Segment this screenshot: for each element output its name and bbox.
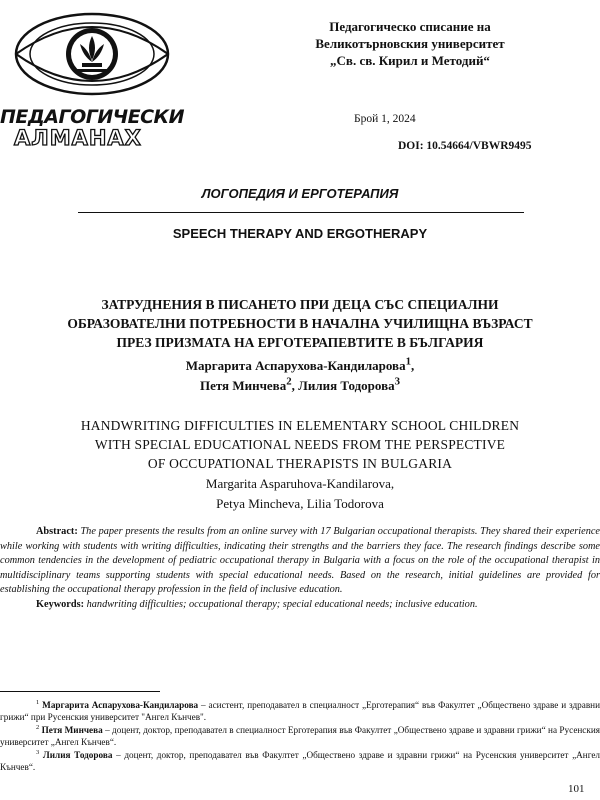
- footnote-number: 2: [36, 723, 40, 731]
- author-name: Петя Минчева: [199, 378, 287, 393]
- author-separator: ,: [291, 378, 299, 393]
- footnote-author: Лилия Тодорова: [42, 749, 113, 760]
- author-footnote-mark[interactable]: 1: [405, 355, 412, 368]
- footnotes: [0, 699, 600, 773]
- authors-en-line: Margarita Asparuhova-Kandilarova,: [205, 476, 395, 491]
- abstract-paragraph: [0, 525, 600, 598]
- publisher-block: [230, 18, 590, 69]
- article-title-en: [10, 416, 590, 473]
- doi: DOI: 10.54664/VBWR9495: [398, 140, 532, 152]
- authors-bg: [20, 356, 580, 396]
- footnote-number: 1: [36, 698, 40, 706]
- authors-en: [10, 474, 590, 514]
- footnote-text: – асистент, преподавател в специалност „Ерготерапия“ във Факултет „Обществено здраве и здравни грижи“ при Русенския университет "Ангел Кънчев".: [0, 700, 600, 723]
- author-footnote-mark[interactable]: 2: [286, 375, 292, 388]
- footnote-author: Маргарита Аспарухова-Кандиларова: [42, 700, 199, 710]
- footnote-text: – доцент, доктор, преподавател в специалност Ерготерапия във Факултет „Обществено здраве и здравни грижи“ на Русенския университет „Ангел Кънчев“.: [0, 724, 600, 748]
- author-separator: ,: [411, 358, 415, 373]
- article-title-bg: [20, 295, 580, 352]
- title-en-line: OF OCCUPATIONAL THERAPISTS IN BULGARIA: [147, 456, 453, 471]
- keywords-text: handwriting difficulties; occupational therapy; special educational needs; inclusive education.: [84, 598, 478, 610]
- journal-masthead: [0, 106, 200, 150]
- issue-number: Брой 1, 2024: [354, 113, 416, 125]
- title-bg-line: ЗАТРУДНЕНИЯ В ПИСАНЕТО ПРИ ДЕЦА СЪС СПЕЦИАЛНИ: [101, 297, 499, 312]
- abstract-block: [0, 525, 600, 613]
- footnote-number: 3: [36, 748, 40, 756]
- title-en-line: HANDWRITING DIFFICULTIES IN ELEMENTARY SCHOOL CHILDREN: [80, 418, 520, 433]
- section-heading-en: SPEECH THERAPY AND ERGOTHERAPY: [172, 226, 428, 241]
- masthead-line2: АЛМАНАХ: [14, 126, 142, 150]
- section-heading-bg: ЛОГОПЕДИЯ И ЕРГОТЕРАПИЯ: [201, 186, 399, 201]
- section-divider: [78, 212, 524, 213]
- title-en-line: WITH SPECIAL EDUCATIONAL NEEDS FROM THE PERSPECTIVE: [94, 437, 506, 452]
- footnote: [0, 724, 600, 749]
- author-footnote-mark[interactable]: 3: [394, 375, 401, 388]
- publisher-line: Педагогическо списание на: [329, 19, 491, 34]
- university-logo: [10, 8, 170, 98]
- abstract-text: The paper presents the results from an online survey with 17 Bulgarian occupational therapists. They shared their experience while working with students with writing difficulties, indicating their strengths and the barriers they face. The research findings describe some common tendencies in the development of pediatric occupational therapy in Bulgaria with a focus on the role of the occupational therapist in multidisciplinary teams supporting students with special educational needs. Based on the research, initial guidelines are provided for establishing the occupational therapy profession in the field of inclusive education.: [0, 526, 600, 596]
- author-name: Маргарита Аспарухова-Кандиларова: [185, 358, 406, 373]
- footnote-divider: [0, 691, 160, 692]
- publisher-line: Великотърновския университет: [315, 36, 505, 51]
- masthead-line1: ПЕДАГОГИЧЕСКИ: [0, 106, 184, 128]
- footnote: [0, 699, 600, 724]
- authors-en-line: Petya Mincheva, Lilia Todorova: [216, 496, 384, 511]
- publisher-line: „Св. св. Кирил и Методий“: [330, 53, 490, 68]
- page-number: 101: [568, 783, 585, 795]
- university-emblem-icon: [10, 8, 170, 98]
- abstract-label: Abstract:: [36, 526, 78, 537]
- footnote: [0, 749, 600, 774]
- title-bg-line: ПРЕЗ ПРИЗМАТА НА ЕРГОТЕРАПЕВТИТЕ В БЪЛГАРИЯ: [116, 335, 484, 350]
- footnote-text: – доцент, доктор, преподавател във Факултет „Обществено здраве и здравни грижи“ на Русенския университет „Ангел Кънчев“.: [0, 749, 600, 773]
- title-bg-line: ОБРАЗОВАТЕЛНИ ПОТРЕБНОСТИ В НАЧАЛНА УЧИЛИЩНА ВЪЗРАСТ: [67, 316, 533, 331]
- footnote-author: Петя Минчева: [41, 724, 103, 735]
- keywords-paragraph: [0, 598, 600, 613]
- keywords-label: Keywords:: [36, 598, 85, 610]
- author-name: Лилия Тодорова: [298, 378, 395, 393]
